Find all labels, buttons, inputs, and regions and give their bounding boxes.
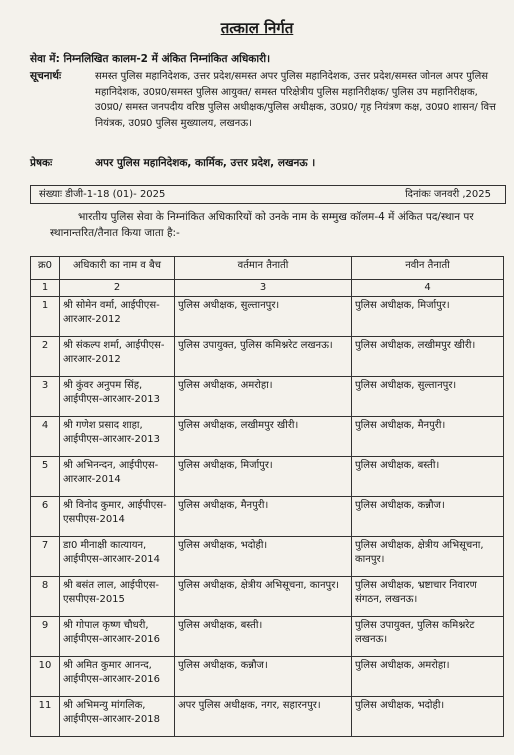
officer-cell: डा0 मीनाक्षी कात्यायन, आईपीएस-आरआर-2014 [60,537,175,577]
officer-cell: श्री अमित कुमार आनन्द, आईपीएस-आरआर-2016 [60,657,175,697]
serial-cell: 11 [31,697,60,737]
serial-cell: 7 [31,537,60,577]
info-recipients: समस्त पुलिस महानिदेशक, उत्तर प्रदेश/समस्त अपर पुलिस महानिदेशक, उत्तर प्रदेश/समस्त जोनल अपर पुलिस महानिदेशक, उ0प्र0/समस्त पुलिस आयुक्त/ समस्त परिक्षेत्रीय पुलिस महानिरीक्षक/ पुलिस उप महानिरीक्षक, उ0प्र0/ समस्त जनपदीय वरिष्ठ पुलिस अधीक्षक/पुलिस अधीक्षक, उ0प्र0/ गृह नियंत्रण कक्ष, उ0प्र0 शासन/ वित्त नियंत्रक, उ0प्र0 पुलिस मुख्यालय, लखनऊ। [95,71,496,129]
transfer-table [30,256,504,737]
header-serial: क्र0 [31,257,60,280]
current-posting-cell: पुलिस अधीक्षक, मैनपुरी। [175,497,352,537]
sender-label: प्रेषकः [30,157,53,169]
col-number: 1 [31,280,60,297]
serial-cell: 1 [31,297,60,337]
table-row [31,377,504,417]
current-posting-cell: पुलिस उपायुक्त, पुलिस कमिश्नरेट लखनऊ। [175,337,352,377]
serial-cell: 10 [31,657,60,697]
table-row [31,417,504,457]
col-number: 3 [175,280,352,297]
table-row [31,337,504,377]
current-posting-cell: पुलिस अधीक्षक, क्षेत्रीय अभिसूचना, कानपुर। [175,577,352,617]
current-posting-cell: पुलिस अधीक्षक, सुल्तानपुर। [175,297,352,337]
new-posting-cell: पुलिस उपायुक्त, पुलिस कमिश्नरेट लखनऊ। [352,617,504,657]
table-row [31,297,504,337]
info-label: सूचनार्थः [30,70,62,82]
current-posting-cell: पुलिस अधीक्षक, अमरोहा। [175,377,352,417]
officer-cell: श्री बसंत लाल, आईपीएस-एसपीएस-2015 [60,577,175,617]
serial-cell: 2 [31,337,60,377]
officer-cell: श्री गणेश प्रसाद शाहा, आईपीएस-आरआर-2013 [60,417,175,457]
new-posting-cell: पुलिस अधीक्षक, सुल्तानपुर। [352,377,504,417]
serial-cell: 5 [31,457,60,497]
table-row [31,457,504,497]
table-row [31,617,504,657]
col-number: 2 [60,280,175,297]
new-posting-cell: पुलिस अधीक्षक, लखीमपुर खीरी। [352,337,504,377]
serial-cell: 9 [31,617,60,657]
table-row [31,697,504,737]
new-posting-cell: पुलिस अधीक्षक, भदोही। [352,697,504,737]
header-new-posting: नवीन तैनाती [352,257,504,280]
addressee-line: सेवा में: निम्नलिखित कालम-2 में अंकित निम्नांकित अधिकारी। [30,53,271,65]
reference-date: दिनांकः जनवरी ,2025 [405,189,491,200]
officer-cell: श्री सोमेन वर्मा, आईपीएस-आरआर-2012 [60,297,175,337]
header-officer: अधिकारी का नाम व बैच [60,257,175,280]
new-posting-cell: पुलिस अधीक्षक, बस्ती। [352,457,504,497]
header-current-posting: वर्तमान तैनाती [175,257,352,280]
table-row [31,657,504,697]
sender-text: अपर पुलिस महानिदेशक, कार्मिक, उत्तर प्रदेश, लखनऊ । [95,157,316,169]
officer-cell: श्री अभिनन्दन, आईपीएस-आरआर-2014 [60,457,175,497]
officer-cell: श्री संकल्प शर्मा, आईपीएस-आरआर-2012 [60,337,175,377]
new-posting-cell: पुलिस अधीक्षक, क्षेत्रीय अभिसूचना, कानपुर। [352,537,504,577]
table-row [31,577,504,617]
reference-box [30,185,506,204]
page-title: तत्काल निर्गत [220,19,294,37]
new-posting-cell: पुलिस अधीक्षक, मैनपुरी। [352,417,504,457]
new-posting-cell: पुलिस अधीक्षक, अमरोहा। [352,657,504,697]
serial-cell: 8 [31,577,60,617]
current-posting-cell: पुलिस अधीक्षक, लखीमपुर खीरी। [175,417,352,457]
col-number: 4 [352,280,504,297]
current-posting-cell: पुलिस अधीक्षक, मिर्जापुर। [175,457,352,497]
new-posting-cell: पुलिस अधीक्षक, कन्नौज। [352,497,504,537]
intro-paragraph: भारतीय पुलिस सेवा के निम्नांकित अधिकारियों को उनके नाम के सम्मुख कॉलम-4 में अंकित पद/स्थान पर स्थानान्तरित/तैनात किया जाता है:- [50,211,474,239]
serial-cell: 4 [31,417,60,457]
new-posting-cell: पुलिस अधीक्षक, भ्रष्टाचार निवारण संगठन, लखनऊ। [352,577,504,617]
table-row [31,537,504,577]
officer-cell: श्री गोपाल कृष्ण चौधरी, आईपीएस-आरआर-2016 [60,617,175,657]
reference-number: संख्याः डीजी-1-18 (01)- 2025 [39,189,166,200]
table-row [31,497,504,537]
officer-cell: श्री कुंवर अनुपम सिंह, आईपीएस-आरआर-2013 [60,377,175,417]
new-posting-cell: पुलिस अधीक्षक, मिर्जापुर। [352,297,504,337]
serial-cell: 3 [31,377,60,417]
serial-cell: 6 [31,497,60,537]
current-posting-cell: पुलिस अधीक्षक, कन्नौज। [175,657,352,697]
current-posting-cell: पुलिस अधीक्षक, भदोही। [175,537,352,577]
officer-cell: श्री अभिमन्यु मांगलिक, आईपीएस-आरआर-2018 [60,697,175,737]
current-posting-cell: अपर पुलिस अधीक्षक, नगर, सहारनपुर। [175,697,352,737]
officer-cell: श्री विनोद कुमार, आईपीएस-एसपीएस-2014 [60,497,175,537]
current-posting-cell: पुलिस अधीक्षक, बस्ती। [175,617,352,657]
